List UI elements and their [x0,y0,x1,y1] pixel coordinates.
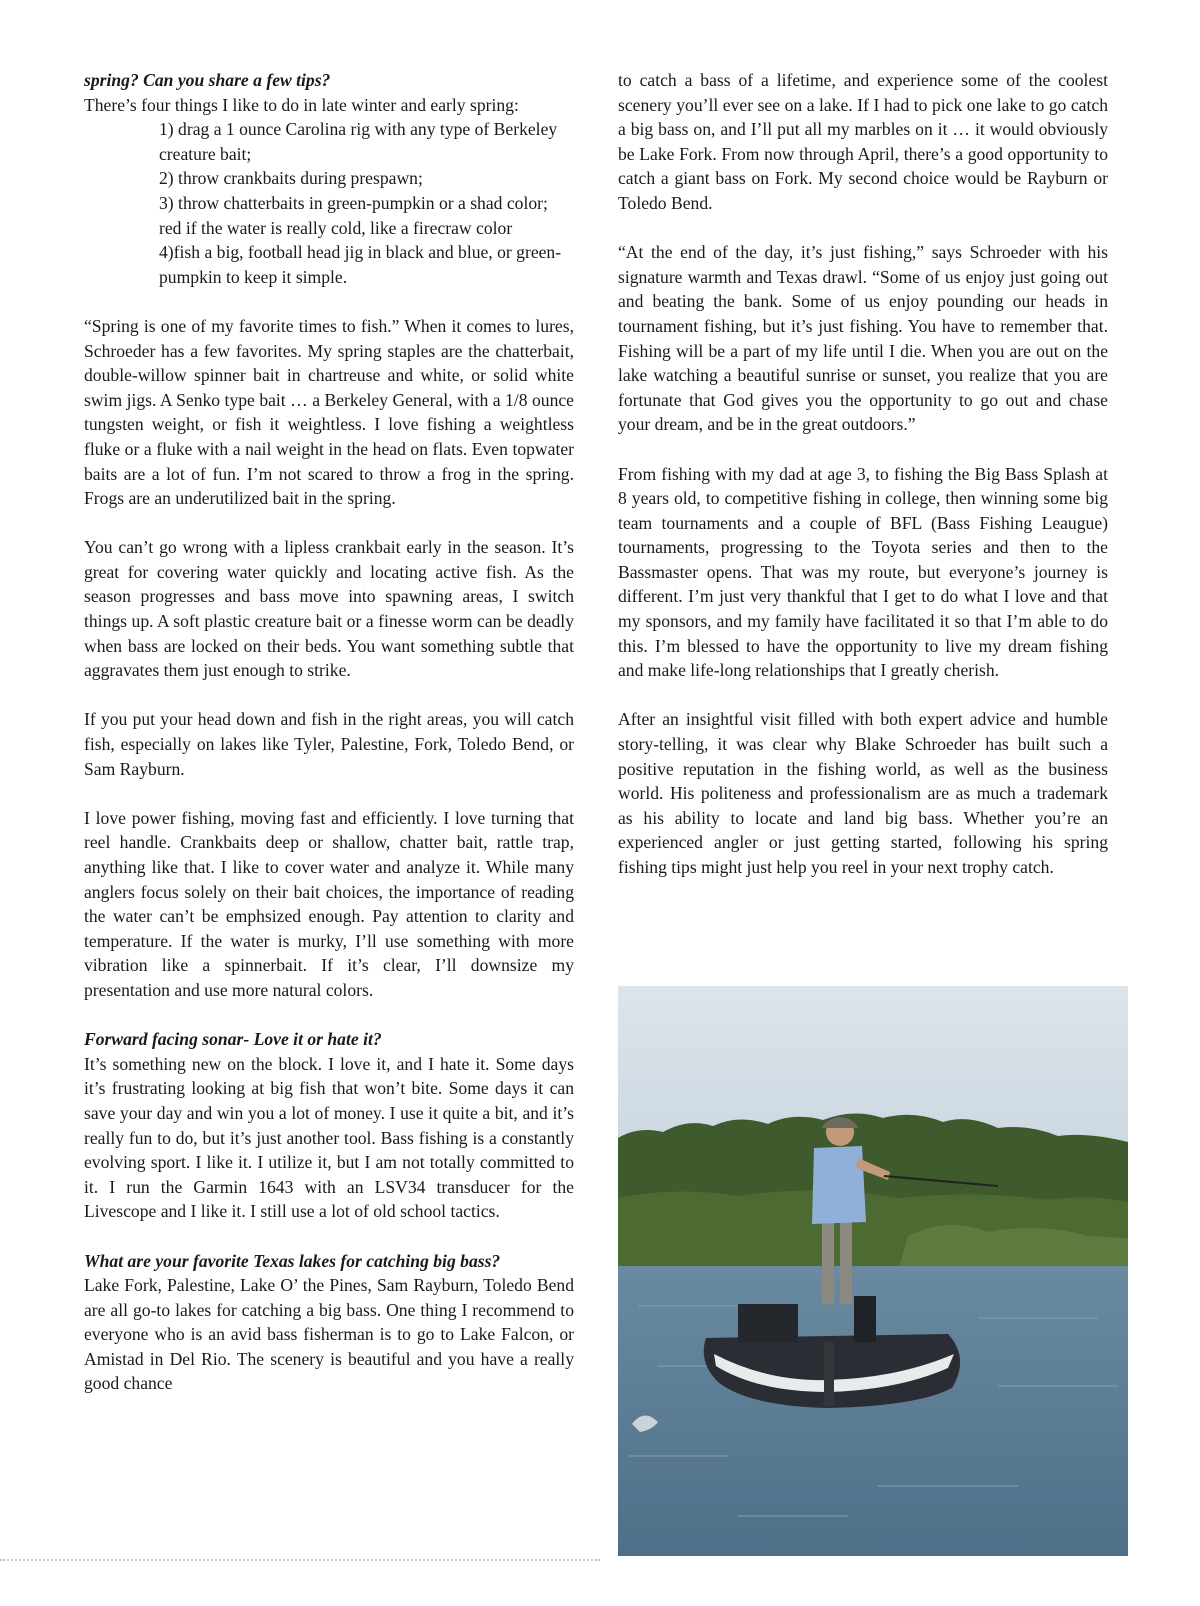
tip-item: 1) drag a 1 ounce Carolina rig with any type of Berkeley creature bait; [159,119,558,164]
paragraph-closing: After an insightful visit filled with both expert advice and humble story-telling, it was clear why Blake Schroeder has built such a positive reputation in the fishing world, as well as the business world. His politeness and professionalism are as much a trademark as his ability to locate and land big bass. Whether you’re an experienced angler or just getting started, following his spring fishing tips might just help you reel in your next trophy catch. [618,709,1108,877]
paragraph-spring-lures: “Spring is one of my favorite times to fish.” When it comes to lures, Schroeder has a few favorites. My spring staples are the chatterbait, double-willow spinner bait in chartreuse and white, or solid white swim jigs. A Senko type bait … a Berkeley General, with a 1/8 ounce tungsten weight, or fish it weightless. I love fishing a weightless fluke or a fluke with a nail weight in the head on flats. Even topwater baits are a lot of fun. I’m not scared to throw a frog in the spring. Frogs are an underutilized bait in the spring. [84,315,574,509]
tip-item: 4)fish a big, football head jig in black and blue, or green-pumpkin to keep it simple. [159,242,562,287]
paragraph-fishing-journey: From fishing with my dad at age 3, to fishing the Big Bass Splash at 8 years old, to competitive fishing in college, then winning some big team tournaments and a couple of BFL (Bass Fishing Leaugue) tournaments, progressing to the Toyota series and then to the Bassmaster opens. That was my route, but everyone’s journey is different. I’m just very thankful that I get to do what I love and that my sponsors, and my family have facilitated it so that I’m able to do this. I’m blessed to have the opportunity to live my dream fishing and make life-long relationships that I greatly cherish. [618,463,1108,681]
right-column [618,68,1108,880]
page-bottom-dotted-rule [0,1559,600,1561]
paragraph-end-of-day-quote: “At the end of the day, it’s just fishing,” says Schroeder with his signature warmth and Texas drawl. “Some of us enjoy just going out and beating the bank. Some of us enjoy pounding our heads in tournament fishing, but it’s just fishing. You have to remember that. Fishing will be a part of my life until I die. When you are out on the lake watching a beautiful sunrise or sunset, you realize that you are fortunate that God gives you the opportunity to go out and chase your dream, and be in the great outdoors.” [618,242,1108,435]
angler-boat-photo [618,986,1128,1556]
paragraph-lipless-crankbait: You can’t go wrong with a lipless crankbait early in the season. It’s great for covering water quickly and locating active fish. As the season progresses and bass move into spawning areas, I switch things up. A soft plastic creature bait or a finesse worm can be deadly when bass are locked on their beds. You want something subtle that aggravates them just enough to strike. [84,537,574,681]
tips-list [84,117,574,289]
question-heading-sonar: Forward facing sonar- Love it or hate it? [84,1029,382,1050]
left-column [84,68,574,1396]
paragraph-head-down: If you put your head down and fish in the right areas, you will catch fish, especially on lakes like Tyler, Palestine, Fork, Toledo Bend, or Sam Rayburn. [84,709,574,779]
tip-item: 2) throw crankbaits during prespawn; [159,168,423,189]
paragraph-lake-fork: to catch a bass of a lifetime, and experience some of the coolest scenery you’ll ever see on a lake. If I had to pick one lake to go catch a big bass on, and I’ll put all my marbles on it … it would obviously be Lake Fork. From now through April, there’s a good opportunity to catch a giant bass on Fork. My second choice would be Rayburn or Toledo Bend. [618,70,1108,213]
question-heading-spring-tips: spring? Can you share a few tips? [84,70,331,90]
paragraph-sonar-answer: It’s something new on the block. I love it, and I hate it. Some days it’s frustrating looking at big fish that won’t bite. Some days it can save your day and win you a lot of money. I use it quite a bit, and it’s really fun to do, but it’s just another tool. Bass fishing is a constantly evolving sport. I like it. I utilize it, but I am not totally committed to it. I run the Garmin 1643 with an LSV34 transducer for the Livescope and I like it. I still use a lot of old school tactics. [84,1053,574,1222]
paragraph-texas-lakes-answer: Lake Fork, Palestine, Lake O’ the Pines, Sam Rayburn, Toledo Bend are all go-to lakes for catching a big bass. One thing I recommend to everyone who is an avid bass fisherman is to go to Lake Falcon, or Amistad in Del Rio. The scenery is beautiful and you have a really good chance [84,1275,574,1394]
tips-intro: There’s four things I like to do in late winter and early spring: [84,94,519,115]
tip-item: 3) throw chatterbaits in green-pumpkin or a shad color; red if the water is really cold, like a firecraw color [159,192,548,238]
paragraph-power-fishing: I love power fishing, moving fast and efficiently. I love turning that reel handle. Crankbaits deep or shallow, chatter bait, rattle trap, anything like that. I like to cover water and analyze it. While many anglers focus solely on their bait choices, the importance of reading the water can’t be emphsized enough. Pay attention to clarity and temperature. If the water is murky, I’ll use something with more vibration like a spinnerbait. If it’s clear, I’ll downsize my presentation and use more natural colors. [84,807,574,1000]
question-heading-texas-lakes: What are your favorite Texas lakes for catching big bass? [84,1250,501,1271]
